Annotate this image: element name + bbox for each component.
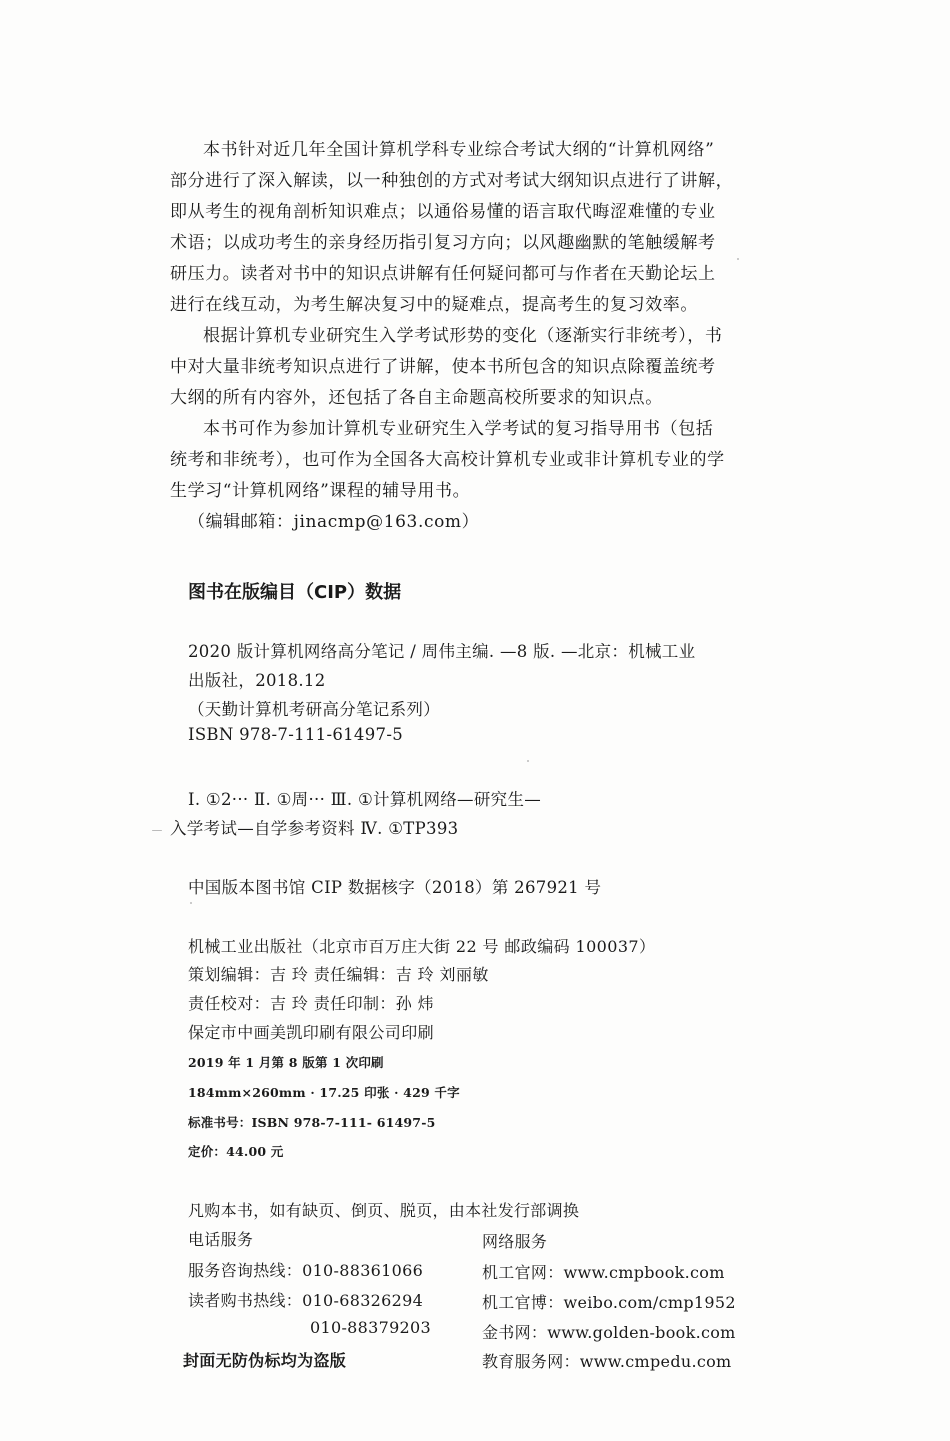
intro-line: 进行在线互动，为考生解决复习中的疑难点，提高考生的复习效率。 [170,295,698,315]
proofread: 责任校对：吉 玲 责任印制：孙 炜 [188,994,435,1013]
intro-line: 生学习“计算机网络”课程的辅导用书。 [170,481,471,501]
net-line: 机工官博：weibo.com/cmp1952 [482,1293,736,1312]
intro-line: 研压力。读者对书中的知识点讲解有任何疑问都可与作者在天勤论坛上 [170,264,716,284]
cip-line: 出版社，2018.12 [188,671,326,690]
intro-line: 统考和非统考），也可作为全国各大高校计算机专业或非计算机专业的学 [170,450,725,470]
intro-line: 部分进行了深入解读，以一种独创的方式对考试大纲知识点进行了讲解， [170,171,734,191]
cip-isbn: ISBN 978-7-111-61497-5 [188,725,404,744]
scan-speck [152,830,162,831]
publisher-address: 机械工业出版社（北京市百万庄大街 22 号 邮政编码 100037） [188,937,656,956]
intro-line: 本书可作为参加计算机专业研究生入学考试的复习指导用书（包括 [203,419,714,439]
cip-line: 2020 版计算机网络高分笔记 / 周伟主编. —8 版. —北京：机械工业 [188,642,696,661]
cip-title: 图书在版编目（CIP）数据 [188,582,402,603]
intro-line: 术语；以成功考生的亲身经历指引复习方向；以风趣幽默的笔触缓解考 [170,233,716,253]
editor-email: （编辑邮箱：jinacmp@163.com） [188,512,480,532]
scan-speck [737,258,739,260]
anti-counterfeit-notice: 封面无防伪标均为盗版 [183,1351,347,1370]
intro-line: 根据计算机专业研究生入学考试形势的变化（逐渐实行非统考），书 [203,326,723,346]
replacement-notice: 凡购本书，如有缺页、倒页、脱页，由本社发行部调换 [188,1201,580,1220]
cip-record-number: 中国版本图书馆 CIP 数据核字（2018）第 267921 号 [188,878,602,897]
net-line: 教育服务网：www.cmpedu.com [482,1352,732,1371]
edition: 2019 年 1 月第 8 版第 1 次印刷 [188,1055,384,1070]
intro-line: 本书针对近几年全国计算机学科专业综合考试大纲的“计算机网络” [203,140,715,160]
net-service-heading: 网络服务 [482,1232,548,1251]
net-line: 金书网：www.golden-book.com [482,1323,736,1342]
printer: 保定市中画美凯印刷有限公司印刷 [188,1023,435,1042]
phone-line: 服务咨询热线：010-88361066 [188,1261,424,1280]
cip-series: （天勤计算机考研高分笔记系列） [188,700,440,719]
scan-speck [527,760,529,762]
intro-line: 大纲的所有内容外，还包括了各自主命题高校所要求的知识点。 [170,388,663,408]
scan-speck [190,902,192,904]
format: 184mm×260mm · 17.25 印张 · 429 千字 [188,1085,460,1100]
phone-line: 010-88379203 [310,1318,431,1337]
intro-line: 中对大量非统考知识点进行了讲解，使本书所包含的知识点除覆盖统考 [170,357,716,377]
intro-line: 即从考生的视角剖析知识难点；以通俗易懂的语言取代晦涩难懂的专业 [170,202,716,222]
standard-book-number: 标准书号：ISBN 978-7-111- 61497-5 [188,1115,436,1130]
editors: 策划编辑：吉 玲 责任编辑：吉 玲 刘丽敏 [188,965,489,984]
price: 定价：44.00 元 [188,1144,284,1159]
phone-service-heading: 电话服务 [188,1230,254,1249]
phone-line: 读者购书热线：010-68326294 [188,1291,424,1310]
cip-classification: Ⅰ. ①2··· Ⅱ. ①周··· Ⅲ. ①计算机网络—研究生— [188,790,542,809]
cip-classification: 入学考试—自学参考资料 Ⅳ. ①TP393 [170,819,459,838]
net-line: 机工官网：www.cmpbook.com [482,1263,725,1282]
